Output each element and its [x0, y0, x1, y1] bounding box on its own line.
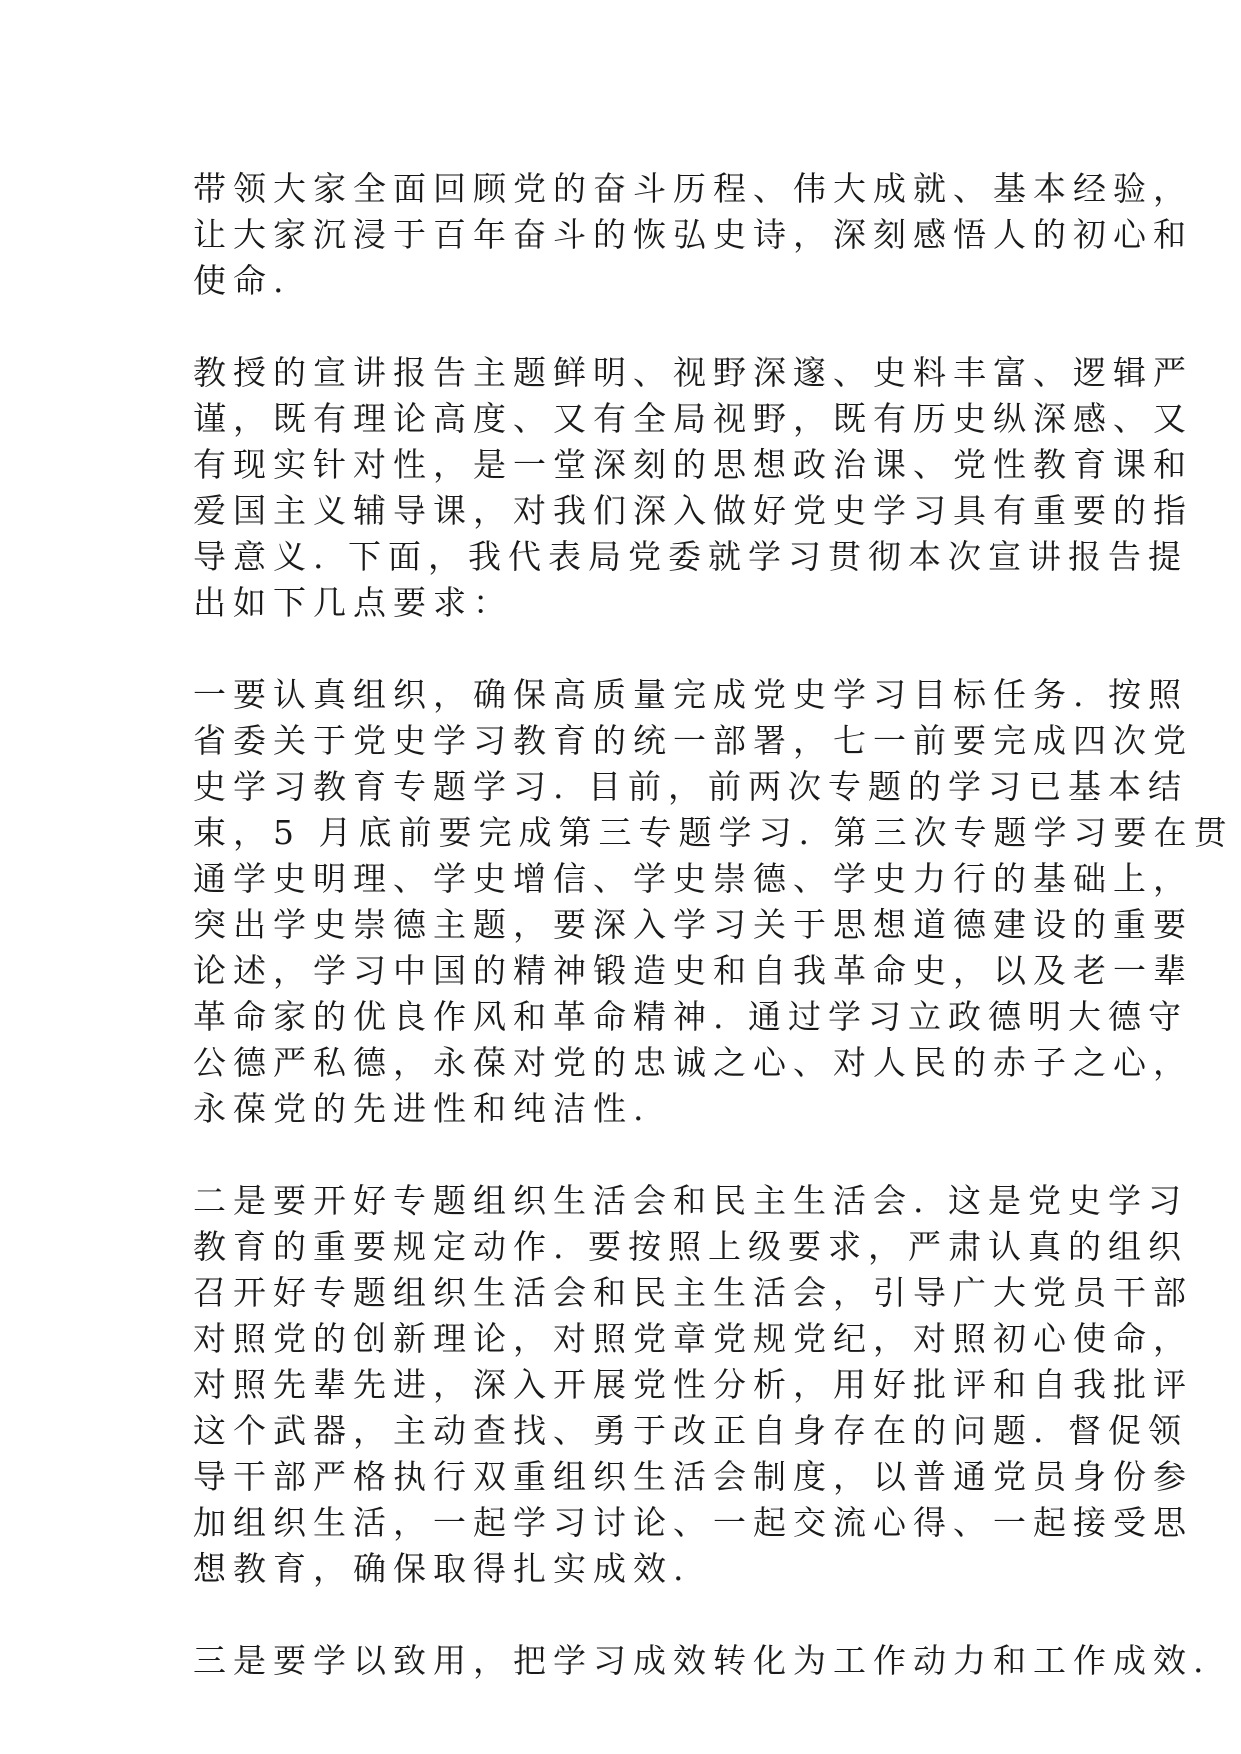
text-line: 二是要开好专题组织生活会和民主生活会. 这是党史学习	[193, 1181, 1188, 1220]
text-line: 使命.	[193, 261, 291, 300]
text-line: 革命家的优良作风和革命精神. 通过学习立政德明大德守	[193, 997, 1188, 1036]
text-line: 突出学史崇德主题，要深入学习关于思想道德建设的重要	[193, 905, 1193, 944]
text-line: 这个武器，主动查找、勇于改正自身存在的问题. 督促领	[193, 1411, 1188, 1450]
text-line: 召开好专题组织生活会和民主生活会，引导广大党员干部	[193, 1273, 1193, 1312]
text-line: 永葆党的先进性和纯洁性.	[193, 1089, 651, 1128]
text-line: 让大家沉浸于百年奋斗的恢弘史诗，深刻感悟人的初心和	[193, 215, 1193, 254]
text-line: 对照先辈先进，深入开展党性分析，用好批评和自我批评	[193, 1365, 1193, 1404]
paragraph-1	[193, 166, 1193, 304]
text-line: 公德严私德，永葆对党的忠诚之心、对人民的赤子之心，	[193, 1043, 1193, 1082]
document-body	[193, 166, 1234, 1730]
text-line: 有现实针对性，是一堂深刻的思想政治课、党性教育课和	[193, 445, 1193, 484]
paragraph-3	[193, 672, 1234, 1132]
text-line: 加组织生活，一起学习讨论、一起交流心得、一起接受思	[193, 1503, 1193, 1542]
text-line: 想教育，确保取得扎实成效.	[193, 1549, 691, 1588]
text-line: 史学习教育专题学习. 目前，前两次专题的学习已基本结	[193, 767, 1188, 806]
text-line: 爱国主义辅导课，对我们深入做好党史学习具有重要的指	[193, 491, 1193, 530]
paragraph-2	[193, 350, 1193, 626]
text-line: 省委关于党史学习教育的统一部署，七一前要完成四次党	[193, 721, 1193, 760]
text-line: 一要认真组织，确保高质量完成党史学习目标任务. 按照	[193, 675, 1188, 714]
text-line: 三是要学以致用，把学习成效转化为工作动力和工作成效.	[193, 1641, 1211, 1680]
paragraph-5	[193, 1638, 1211, 1684]
text-line: 论述，学习中国的精神锻造史和自我革命史，以及老一辈	[193, 951, 1193, 990]
text-line: 束，5 月底前要完成第三专题学习. 第三次专题学习要在贯	[193, 813, 1234, 852]
text-line: 教授的宣讲报告主题鲜明、视野深邃、史料丰富、逻辑严	[193, 353, 1193, 392]
text-line: 导意义. 下面，我代表局党委就学习贯彻本次宣讲报告提	[193, 537, 1188, 576]
text-line: 谨，既有理论高度、又有全局视野，既有历史纵深感、又	[193, 399, 1193, 438]
paragraph-4	[193, 1178, 1193, 1592]
text-line: 通学史明理、学史增信、学史崇德、学史力行的基础上，	[193, 859, 1193, 898]
text-line: 对照党的创新理论，对照党章党规党纪，对照初心使命，	[193, 1319, 1193, 1358]
text-line: 带领大家全面回顾党的奋斗历程、伟大成就、基本经验，	[193, 169, 1193, 208]
text-line: 导干部严格执行双重组织生活会制度，以普通党员身份参	[193, 1457, 1193, 1496]
text-line: 教育的重要规定动作. 要按照上级要求，严肃认真的组织	[193, 1227, 1188, 1266]
text-line: 出如下几点要求：	[193, 583, 513, 622]
